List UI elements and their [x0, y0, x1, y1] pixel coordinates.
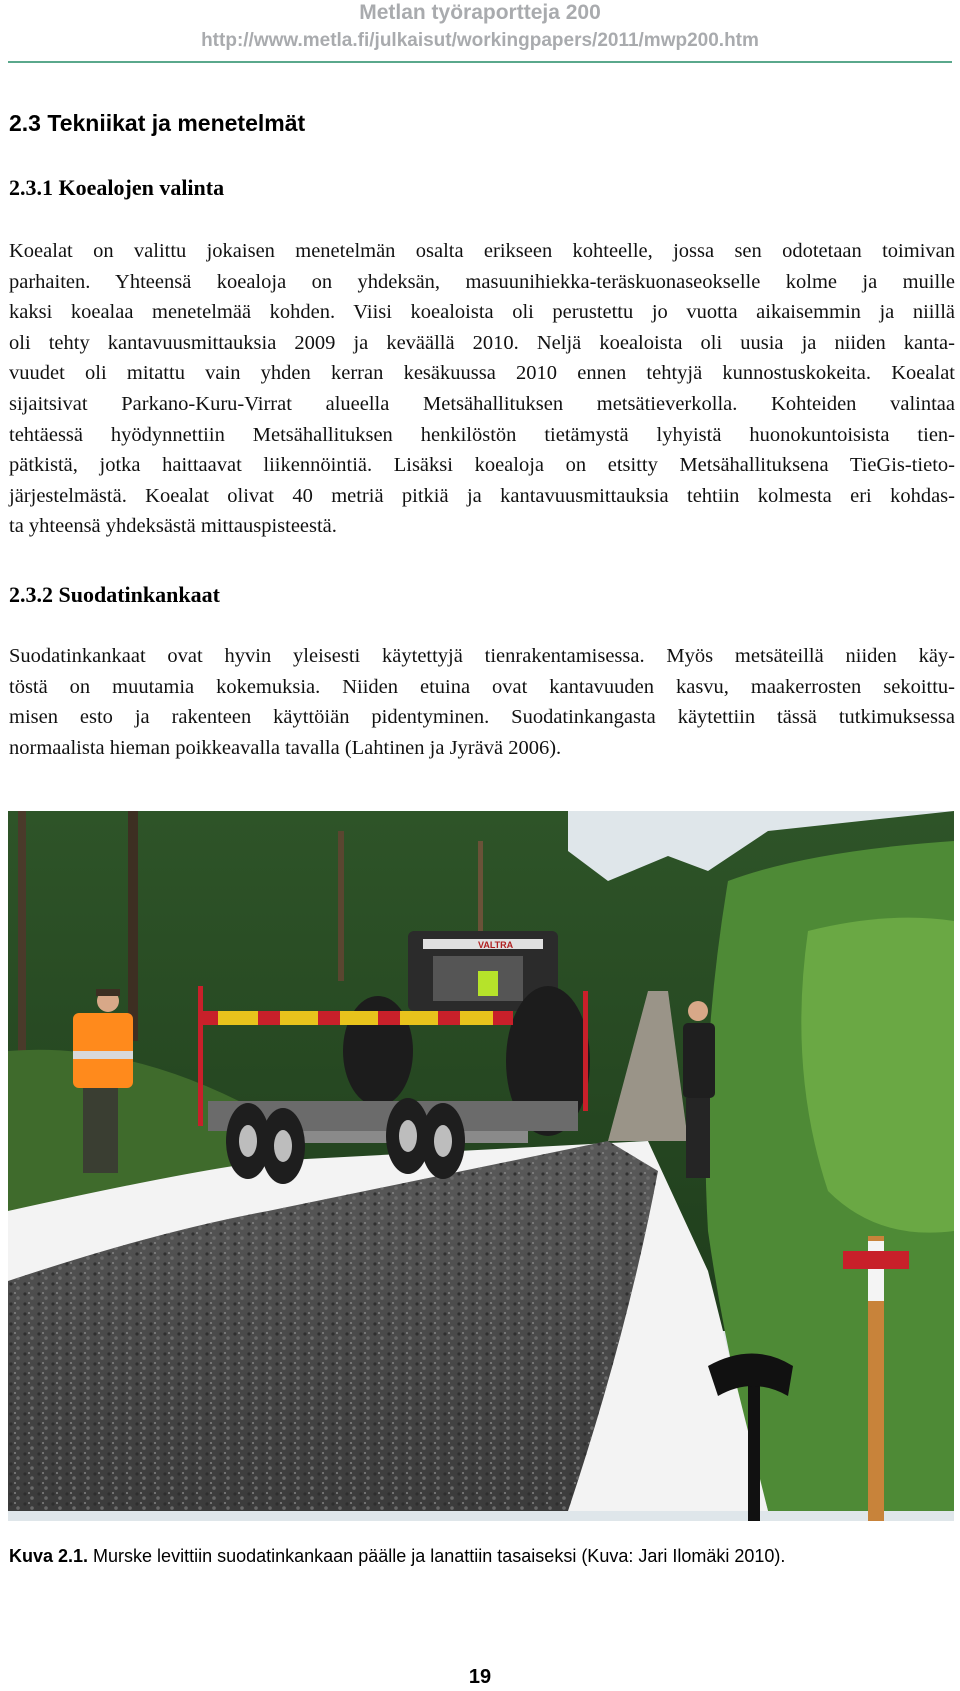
- text-line: normaalista hieman poikkeavalla tavalla (Lahtinen ja Jyrävä 2006).: [9, 736, 562, 759]
- figure-caption: [9, 1546, 785, 1567]
- header-url[interactable]: http://www.metla.fi/julkaisut/workingpapers/2011/mwp200.htm: [201, 30, 759, 51]
- header-rule: [8, 61, 952, 63]
- series-title: Metlan työraportteja 200: [359, 1, 601, 24]
- text-line: tehtäessä hyödynnettiin Metsähallituksen henkilöstön tietämystä lyhyistä huonokuntoisista tien-: [9, 423, 955, 446]
- page-number: 19: [468, 1666, 492, 1688]
- subsection-heading-2: 2.3.2 Suodatinkankaat: [9, 582, 220, 607]
- text-line: sijaitsivat Parkano-Kuru-Virrat alueella Metsähallituksen metsätieverkolla. Kohteiden valintaa: [9, 392, 955, 415]
- text-line: misen esto ja rakenteen käyttöiän pidentyminen. Suodatinkangasta käytettiin tässä tutkimuksessa: [9, 706, 955, 729]
- paragraph-2: [9, 641, 955, 763]
- paragraph-1: [9, 236, 955, 542]
- subsection-heading-1: 2.3.1 Koealojen valinta: [9, 175, 225, 200]
- text-line: järjestelmästä. Koealat olivat 40 metriä pitkiä ja kantavuusmittauksia tehtiin kolmesta eri kohdas-: [9, 484, 955, 507]
- text-line: parhaiten. Yhteensä koealoja on yhdeksän, masuunihiekka-teräskuonaseokselle kolme ja muille: [9, 270, 955, 293]
- caption-label: Kuva 2.1.: [9, 1546, 89, 1566]
- text-line: Suodatinkankaat ovat hyvin yleisesti käytettyjä tienrakentamisessa. Myös metsäteillä niiden käy-: [9, 645, 955, 667]
- section-heading: 2.3 Tekniikat ja menetelmät: [9, 110, 306, 136]
- caption-text: Murske levittiin suodatinkankaan päälle ja lanattiin tasaiseksi (Kuva: Jari Ilomäki 2010).: [88, 1546, 786, 1566]
- text-line: kaksi koealaa menetelmää kohden. Viisi koealoista oli perustettu jo vuotta aikaisemmin ja niillä: [9, 301, 955, 324]
- text-line: Koealat on valittu jokaisen menetelmän osalta erikseen kohteelle, jossa sen odotetaan toimivan: [9, 240, 955, 262]
- road-work-photo: [8, 811, 954, 1521]
- text-line: ta yhteensä yhdeksästä mittauspisteestä.: [9, 515, 337, 538]
- text-line: vuudet oli mitattu vain yhden kerran kesäkuussa 2010 ennen tehtyjä kunnostuskokeita. Koealat: [9, 362, 955, 385]
- tractor-brand: VALTRA: [478, 940, 514, 950]
- text-line: oli tehty kantavuusmittauksia 2009 ja keväällä 2010. Neljä koealoista oli uusia ja niiden kanta-: [9, 331, 955, 354]
- text-line: pätkistä, jotka haittaavat liikennöintiä. Lisäksi koealoja on etsitty Metsähallituksena TieGis-tieto-: [9, 454, 955, 477]
- text-line: töstä on muutamia kokemuksia. Niiden etuina ovat kantavuuden kasvu, maakerrosten sekoittu-: [9, 675, 955, 698]
